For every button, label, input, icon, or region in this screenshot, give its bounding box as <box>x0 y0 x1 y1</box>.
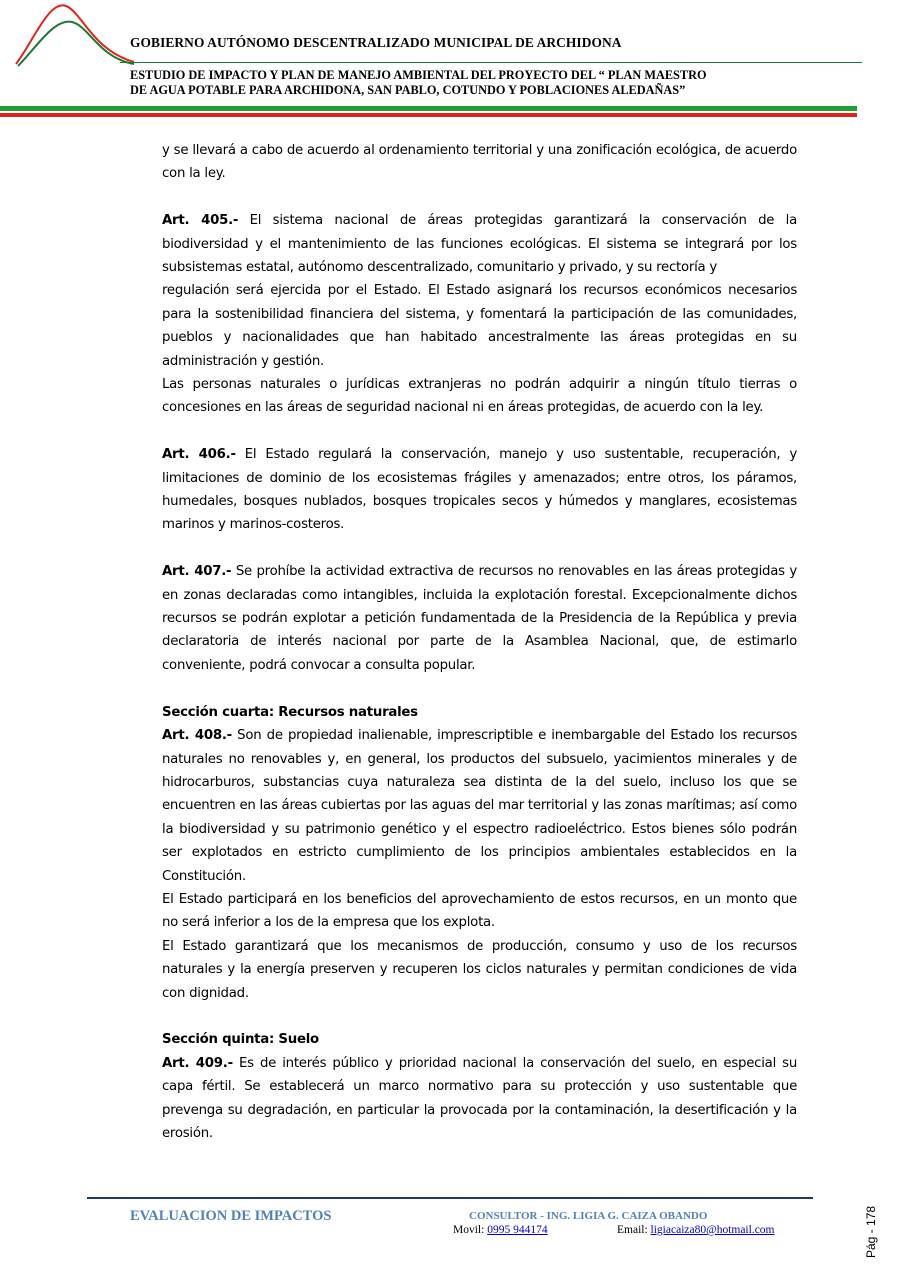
footer-divider <box>87 1197 813 1199</box>
section-heading-recursos-naturales <box>162 701 797 724</box>
section-5-heading-text: Sección quinta: Suelo <box>162 1032 319 1048</box>
footer-consultor: CONSULTOR - ING. LIGIA G. CAIZA OBANDO <box>469 1210 708 1222</box>
article-408-paragraph-2: El Estado participará en los beneficios del aprovechamiento de estos recursos, en un monto que no será inferior a los de la empresa que los explota. <box>162 891 797 931</box>
section-heading-suelo <box>162 1028 797 1051</box>
article-409-label: Art. 409.- <box>162 1055 233 1071</box>
header-subtitle-line1: ESTUDIO DE IMPACTO Y PLAN DE MANEJO AMBIENTAL DEL PROYECTO DEL “ PLAN MAESTRO <box>130 68 707 82</box>
header-subtitle <box>130 68 830 97</box>
footer-movil-label: Movil: <box>453 1224 488 1236</box>
footer-contact <box>453 1224 793 1236</box>
footer-phone-link[interactable]: 0995 944174 <box>487 1224 548 1236</box>
section-4-heading-text: Sección cuarta: Recursos naturales <box>162 704 418 720</box>
header-divider <box>120 62 862 63</box>
article-405-label: Art. 405.- <box>162 213 239 229</box>
article-407-label: Art. 407.- <box>162 564 232 580</box>
municipal-logo-icon <box>14 0 134 70</box>
footer-email-link[interactable]: ligiacaiza80@hotmail.com <box>650 1224 775 1236</box>
page-number: Pág - 178 <box>864 1205 878 1258</box>
header-subtitle-line2: DE AGUA POTABLE PARA ARCHIDONA, SAN PABLO, COTUNDO Y POBLACIONES ALEDAÑAS” <box>130 82 686 97</box>
header-stripe-red <box>0 113 857 117</box>
article-406-label: Art. 406.- <box>162 447 236 463</box>
article-405-text-c: Las personas naturales o jurídicas extranjeras no podrán adquirir a ningún título tierras o concesiones en las áreas de seguridad nacional ni en áreas protegidas, de acuerdo con la ley. <box>162 377 797 416</box>
article-409-text: Es de interés público y prioridad nacional la conservación del suelo, en especial su capa fértil. Se establecerá un marco normativo para su protección y uso sustentable que prevenga su degradación, en particular la provocada por la contaminación, la desertificación y la erosión. <box>162 1055 797 1141</box>
footer-section-label: EVALUACION DE IMPACTOS <box>130 1208 332 1224</box>
article-407 <box>162 560 797 677</box>
article-408-text: Son de propiedad inalienable, imprescriptible e inembargable del Estado los recursos naturales no renovables y, en general, los productos del subsuelo, yacimientos minerales y de hidrocarburos, substancias cuya naturaleza sea distinta de la del suelo, incluso los que se encuentren en las áreas cubiertas por las aguas del mar territorial y las zonas marítimas; así como la biodiversidad y su patrimonio genético y el espectro radioeléctrico. Estos bienes sólo podrán ser explotados en estricto cumplimiento de los principios ambientales establecidos en la Constitución. <box>162 728 797 884</box>
article-405 <box>162 209 797 279</box>
article-406 <box>162 443 797 537</box>
footer-email-label: Email: <box>617 1224 651 1236</box>
article-407-text: Se prohíbe la actividad extractiva de recursos no renovables en las áreas protegidas y en zonas declaradas como intangibles, incluida la explotación forestal. Excepcionalmente dichos recursos se podrán explotar a petición fundamentada de la Presidencia de la República y previa declaratoria de interés nacional por parte de la Asamblea Nacional, que, de estimarlo conveniente, podrá convocar a consulta popular. <box>162 564 797 673</box>
document-body <box>162 139 797 1145</box>
article-405-text-b: regulación será ejercida por el Estado. El Estado asignará los recursos económicos necesarios para la sostenibilidad financiera del sistema, y fomentará la participación de las comunidades, pueblos y nacionalidades que han habitado ancestralmente las áreas protegidas en su administración y gestión. <box>162 283 797 369</box>
article-405-text-a: El sistema nacional de áreas protegidas garantizará la conservación de la biodiversidad y el mantenimiento de las funciones ecológicas. El sistema se integrará por los subsistemas estatal, autónomo descentralizado, comunitario y privado, y su rectoría y <box>162 213 797 276</box>
paragraph-intro: y se llevará a cabo de acuerdo al ordenamiento territorial y una zonificación ecológica, de acuerdo con la ley. <box>162 143 797 182</box>
article-409 <box>162 1052 797 1146</box>
article-408-label: Art. 408.- <box>162 728 232 744</box>
article-408 <box>162 724 797 888</box>
header-title: GOBIERNO AUTÓNOMO DESCENTRALIZADO MUNICIPAL DE ARCHIDONA <box>130 35 622 50</box>
article-408-paragraph-3: El Estado garantizará que los mecanismos de producción, consumo y uso de los recursos naturales y la energía preserven y recuperen los ciclos naturales y permitan condiciones de vida con dignidad. <box>162 938 797 1001</box>
article-406-text: El Estado regulará la conservación, manejo y uso sustentable, recuperación, y limitaciones de dominio de los ecosistemas frágiles y amenazados; entre otros, los páramos, humedales, bosques nublados, bosques tropicales secos y húmedos y manglares, ecosistemas marinos y marinos-costeros. <box>162 447 797 533</box>
